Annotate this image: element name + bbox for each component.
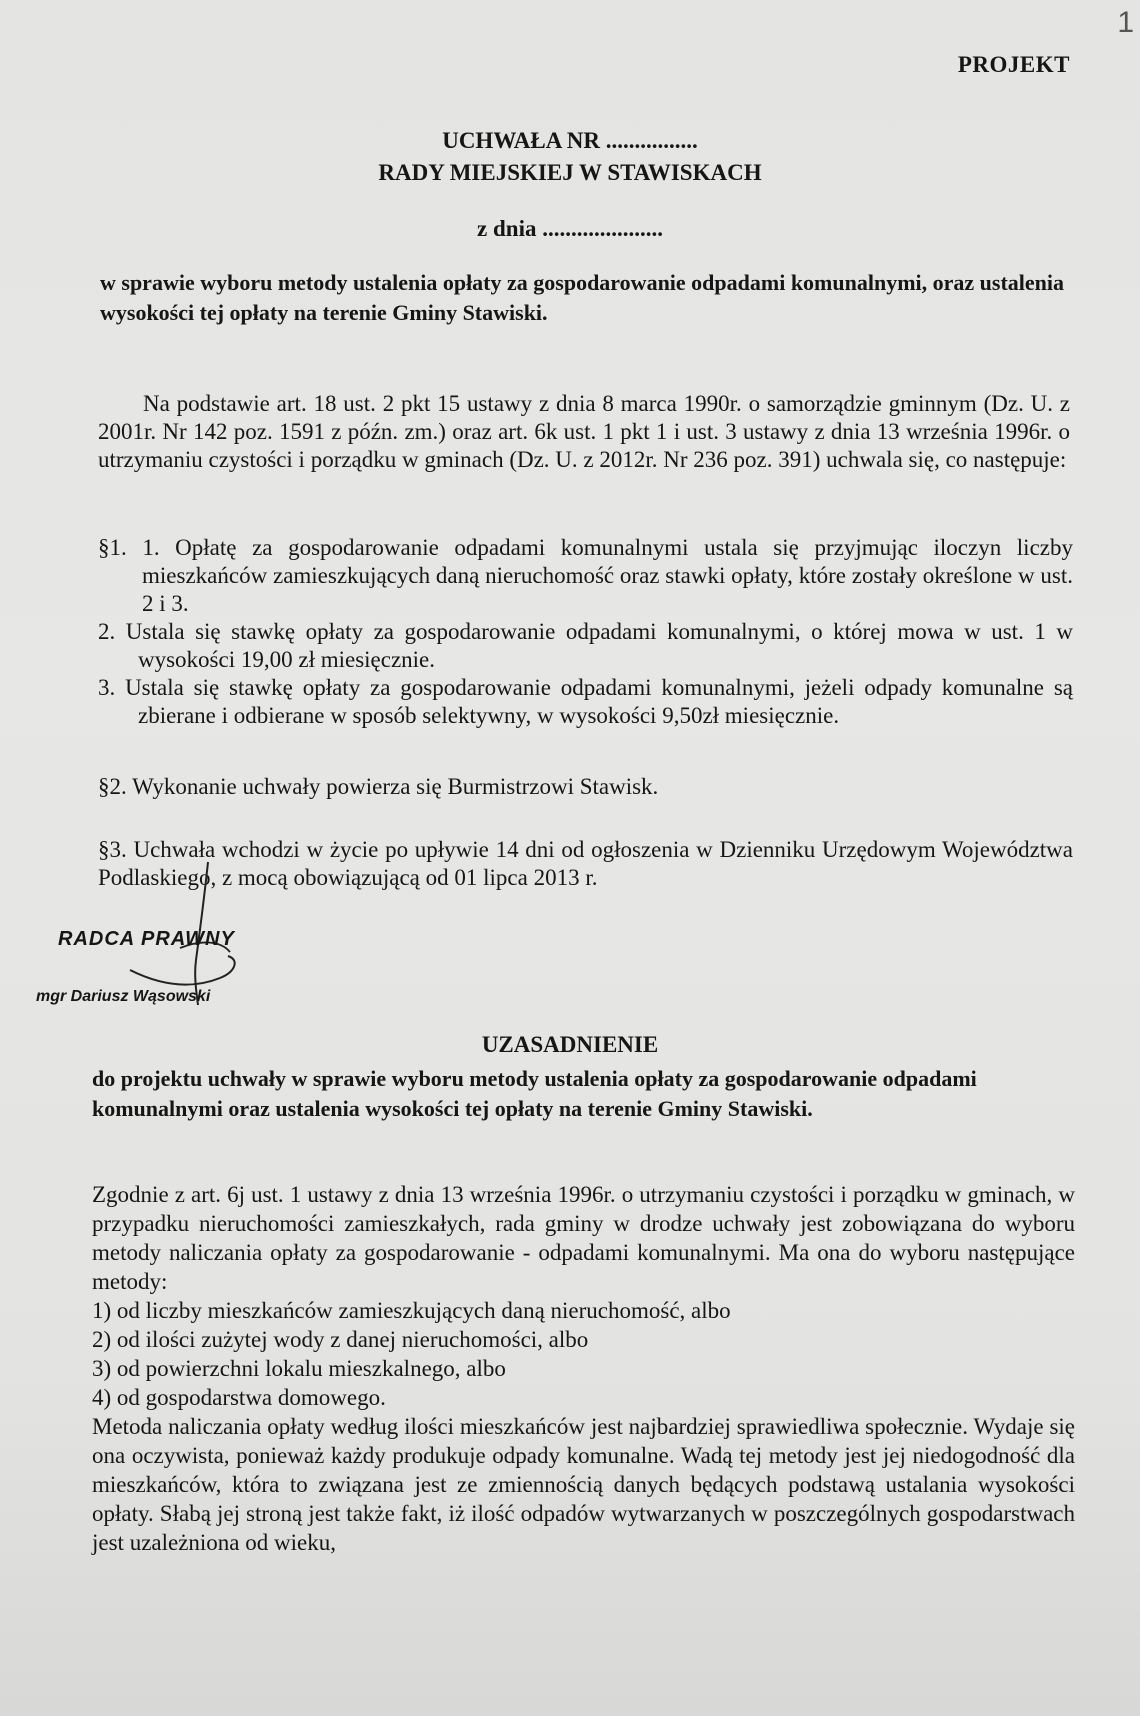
signature-name: mgr Dariusz Wąsowski xyxy=(36,988,211,1005)
method-item: 3) od powierzchni lokalu mieszkalnego, albo xyxy=(92,1356,506,1381)
signature-title: RADCA PRAWNY xyxy=(58,928,235,950)
resolution-subject: w sprawie wyboru metody ustalenia opłaty za gospodarowanie odpadami komunalnymi, oraz ustalenia wysokości tej opłaty na terenie Gminy Stawiski. xyxy=(100,270,1065,325)
projekt-stamp: PROJEKT xyxy=(957,52,1070,77)
legal-basis: Na podstawie art. 18 ust. 2 pkt 15 ustawy z dnia 8 marca 1990r. o samorządzie gminnym (Dz. U. z 2001r. Nr 142 poz. 1591 z późn. zm.) oraz art. 6k ust. 1 pkt 1 i ust. 3 ustawy z dnia 13 września 1996r. o utrzymaniu czystości i porządku w gminach (Dz. U. z 2012r. Nr 236 poz. 391) uchwala się, co następuje: xyxy=(98,391,1070,472)
justification-paragraph: Metoda naliczania opłaty według ilości mieszkańców jest najbardziej sprawiedliwa społecznie. Wydaje się ona oczywista, ponieważ każdy produkuje odpady komunalne. Wadą tej metody jest jej niedogodność dla mieszkańców, która to związana jest ze zmiennością danych będących podstawą ustalania wysokości opłaty. Słabą jej stroną jest także fakt, iż ilość odpadów wytwarzanych w poszczególnych gospodarstwach jest uzależniona od wieku, xyxy=(92,1414,1075,1555)
resolution-date: z dnia ..................... xyxy=(477,216,663,241)
council-name: RADY MIEJSKIEJ W STAWISKACH xyxy=(378,160,762,185)
section-1-item: 2. Ustala się stawkę opłaty za gospodarowanie odpadami komunalnymi, o której mowa w ust. 1 w wysokości 19,00 zł miesięcznie. xyxy=(98,619,1073,672)
page-number: 1 xyxy=(1117,6,1134,39)
methods-list xyxy=(92,1296,1075,1412)
justification-intro: Zgodnie z art. 6j ust. 1 ustawy z dnia 13 września 1996r. o utrzymaniu czystości i porządku w gminach, w przypadku nieruchomości zamieszkałych, rada gminy w drodze uchwały jest zobowiązana do wyboru metody naliczania opłaty za gospodarowanie - odpadami komunalnymi. Ma ona do wyboru następujące metody: xyxy=(92,1182,1075,1294)
method-item: 4) od gospodarstwa domowego. xyxy=(92,1385,386,1410)
section-2: §2. Wykonanie uchwały powierza się Burmistrzowi Stawisk. xyxy=(98,774,659,799)
resolution-title: UCHWAŁA NR ................ xyxy=(442,128,698,153)
justification-title: UZASADNIENIE xyxy=(481,1032,659,1057)
section-1-item: 3. Ustala się stawkę opłaty za gospodarowanie odpadami komunalnymi, jeżeli odpady komunalne są zbierane i odbierane w sposób selektywny, w wysokości 9,50zł miesięcznie. xyxy=(98,675,1073,728)
section-1 xyxy=(98,534,1073,730)
justification-body xyxy=(92,1180,1075,1557)
justification-subtitle: do projektu uchwały w sprawie wyboru metody ustalenia opłaty za gospodarowanie odpadami komunalnymi oraz ustalenia wysokości tej opłaty na terenie Gminy Stawiski. xyxy=(92,1066,977,1121)
section-1-item: §1. 1. Opłatę za gospodarowanie odpadami komunalnymi ustala się przyjmując iloczyn liczby mieszkańców zamieszkujących daną nieruchomość oraz stawki opłaty, które zostały określone w ust. 2 i 3. xyxy=(98,535,1073,616)
section-3: §3. Uchwała wchodzi w życie po upływie 14 dni od ogłoszenia w Dzienniku Urzędowym Województwa Podlaskiego, z mocą obowiązującą od 01 lipca 2013 r. xyxy=(98,837,1073,890)
method-item: 1) od liczby mieszkańców zamieszkujących daną nieruchomość, albo xyxy=(92,1298,731,1323)
method-item: 2) od ilości zużytej wody z danej nieruchomości, albo xyxy=(92,1327,589,1352)
